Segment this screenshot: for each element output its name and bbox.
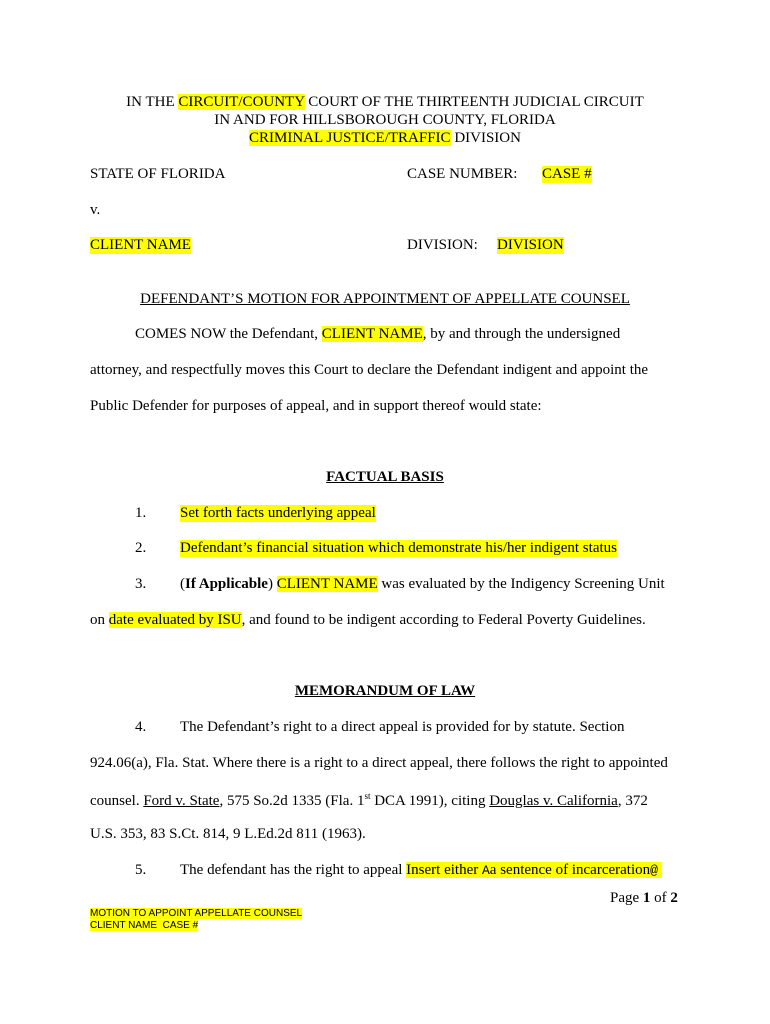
memo-item-4-line4: U.S. 353, 83 S.Ct. 814, 9 L.Ed.2d 811 (1963). — [90, 826, 366, 842]
versus: v. — [90, 202, 101, 218]
memo-item-4-line2: 924.06(a), Fla. Stat. Where there is a right to a direct appeal, there follows the right to appointed — [90, 755, 668, 771]
factual-item-3-line1: (If Applicable) CLIENT NAME was evaluated by the Indigency Screening Unit — [180, 576, 665, 592]
division-field: DIVISION — [497, 237, 564, 253]
factual-item-2-text: Defendant’s financial situation which demonstrate his/her indigent status — [180, 540, 617, 556]
page-number: Page 1 of 2 — [610, 890, 678, 906]
factual-item-1-number: 1. — [135, 505, 147, 521]
intro-line3: Public Defender for purposes of appeal, and in support thereof would state: — [90, 398, 542, 414]
division-label: DIVISION: — [407, 237, 478, 253]
factual-item-1-text: Set forth facts underlying appeal — [180, 505, 376, 521]
factual-item-3-line2: on date evaluated by ISU, and found to be indigent according to Federal Poverty Guidelines. — [90, 612, 646, 628]
court-header-line2: IN AND FOR HILLSBOROUGH COUNTY, FLORIDA — [214, 112, 556, 128]
memo-item-4-number: 4. — [135, 719, 147, 735]
footer-line2 — [90, 920, 198, 932]
case-number-field: CASE # — [542, 166, 592, 182]
footer-line1: MOTION TO APPOINT APPELLATE COUNSEL — [90, 908, 303, 919]
client-name-field: CLIENT NAME — [321, 326, 423, 342]
sentence-type-field: Insert either Aa sentence of incarceration@ — [406, 862, 662, 878]
case-citation: Douglas v. California — [489, 793, 618, 809]
division-type-field: CRIMINAL JUSTICE/TRAFFIC — [249, 130, 451, 146]
intro-line1: COMES NOW the Defendant, CLIENT NAME, by and through the undersigned — [135, 326, 621, 342]
footer-case-number: CASE # — [162, 920, 199, 931]
memo-item-5-number: 5. — [135, 862, 147, 878]
memorandum-heading: MEMORANDUM OF LAW — [294, 683, 476, 699]
factual-basis-heading: FACTUAL BASIS — [326, 469, 444, 485]
client-name-field: CLIENT NAME — [276, 576, 378, 592]
memo-item-5-line1: The defendant has the right to appeal Insert either Aa sentence of incarceration@ — [180, 862, 662, 879]
defendant-name-field: CLIENT NAME — [90, 237, 191, 253]
factual-item-3-number: 3. — [135, 576, 147, 592]
evaluation-date-field: date evaluated by ISU — [108, 612, 242, 628]
case-number-label: CASE NUMBER: — [407, 166, 518, 182]
court-header-line1: IN THE CIRCUIT/COUNTY COURT OF THE THIRTEENTH JUDICIAL CIRCUIT — [126, 94, 644, 110]
motion-title: DEFENDANT’S MOTION FOR APPOINTMENT OF APPELLATE COUNSEL — [140, 291, 630, 307]
factual-item-2-number: 2. — [135, 540, 147, 556]
plaintiff-name: STATE OF FLORIDA — [90, 166, 226, 182]
intro-line2: attorney, and respectfully moves this Court to declare the Defendant indigent and appoint the — [90, 362, 649, 378]
court-type-field: CIRCUIT/COUNTY — [178, 94, 305, 110]
memo-item-4-line1: The Defendant’s right to a direct appeal is provided for by statute. Section — [180, 719, 625, 735]
court-header-line3: CRIMINAL JUSTICE/TRAFFIC DIVISION — [249, 130, 521, 146]
case-citation: Ford v. State — [143, 793, 220, 809]
memo-item-4-line3: counsel. Ford v. State, 575 So.2d 1335 (Fla. 1st DCA 1991), citing Douglas v. California, 372 — [90, 791, 648, 809]
footer-client-name: CLIENT NAME — [90, 920, 158, 931]
